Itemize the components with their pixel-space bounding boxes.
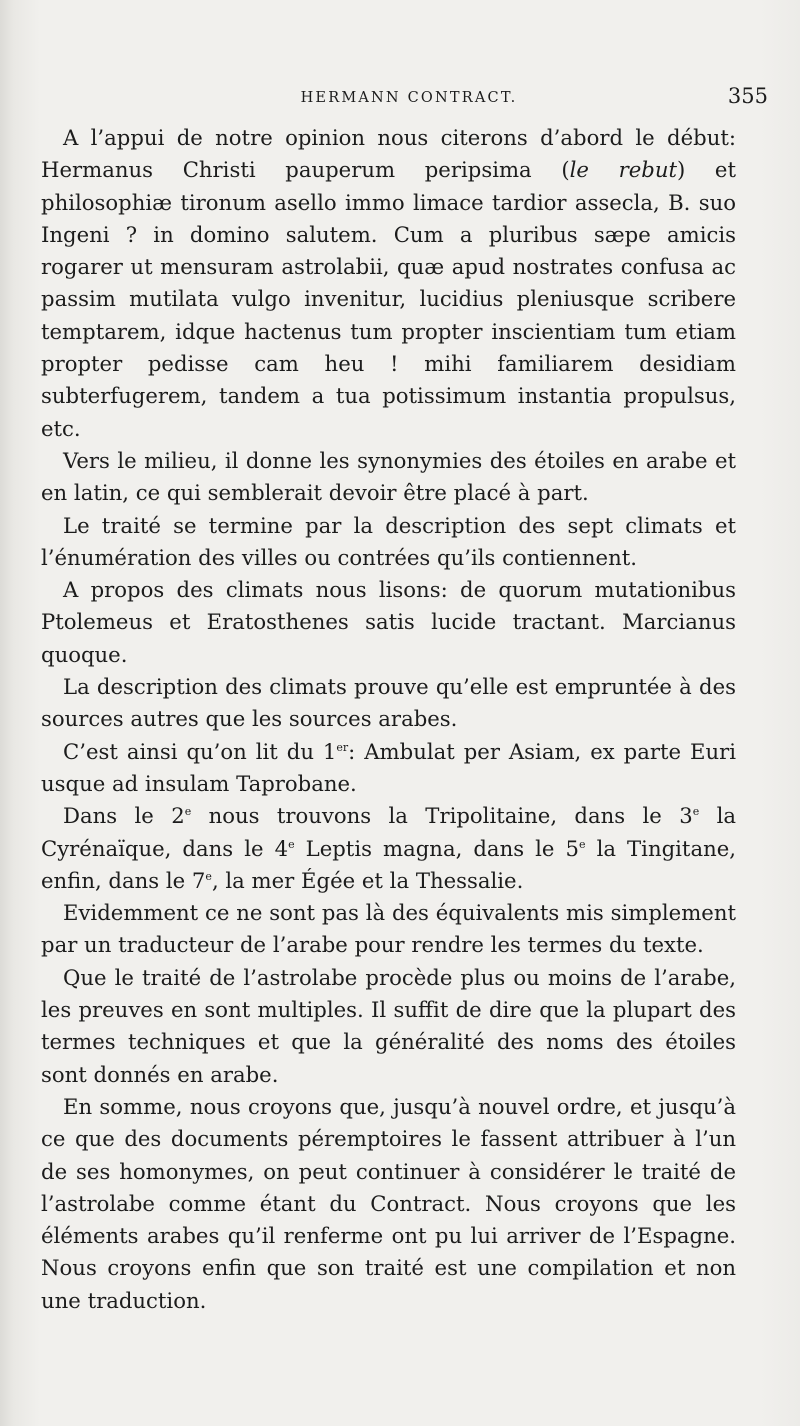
ordinal-superscript: er bbox=[336, 740, 349, 754]
ordinal-superscript: e bbox=[184, 805, 192, 819]
paragraph bbox=[41, 671, 736, 736]
text-run: nous trouvons la Tripolitaine, dans le 3 bbox=[191, 803, 693, 829]
running-title: HERMANN CONTRACT. bbox=[300, 90, 518, 106]
paragraph bbox=[41, 897, 736, 962]
paragraph bbox=[41, 962, 736, 1091]
text-run: Dans le 2 bbox=[63, 803, 185, 829]
text-run: : Ambulat per Asiam, ex parte Euri usque ad insulam Taprobane. bbox=[41, 738, 736, 796]
text-run: Evidemment ce ne sont pas là des équivalents mis simplement par un traducteur de l’arabe pour rendre les termes du texte. bbox=[41, 900, 736, 958]
body-text bbox=[41, 122, 736, 1317]
ordinal-superscript: e bbox=[288, 837, 295, 851]
paragraph bbox=[41, 1091, 736, 1317]
text-run: la Cyrénaïque, dans le 4 bbox=[41, 803, 736, 861]
ordinal-superscript: e bbox=[692, 805, 700, 819]
text-run: ) et philosophiæ tironum asello immo limace tardior assecla, B. suo Ingeni ? in domino salutem. Cum a pluribus sæpe amicis rogarer ut mensuram astrolabii, quæ apud nostrates confusa ac passim mutilata vulgo invenitur, lucidius pleniusque scribere temptarem, idque hactenus tum propter inscientiam tum etiam propter pedisse cam heu ! mihi familiarem desidiam subterfugerem, tandem a tua potissimum instantia propulsus, etc. bbox=[41, 157, 736, 441]
paragraph bbox=[41, 574, 736, 671]
page-number: 355 bbox=[727, 84, 768, 108]
paragraph bbox=[41, 800, 736, 897]
text-run: Que le traité de l’astrolabe procède plus ou moins de l’arabe, les preuves en sont multiples. Il suffit de dire que la plupart des termes techniques et que la généralité des noms des étoiles sont donnés en arabe. bbox=[41, 964, 736, 1087]
paragraph bbox=[41, 510, 736, 575]
paragraph bbox=[41, 736, 736, 801]
ordinal-superscript: e bbox=[579, 837, 586, 851]
paragraph bbox=[41, 445, 736, 510]
text-run: En somme, nous croyons que, jusqu’à nouvel ordre, et jusqu’à ce que des documents péremptoires le fassent attribuer à l’un de ses homonymes, on peut continuer à considérer le traité de l’astrolabe comme étant du Contract. Nous croyons que les éléments arabes qu’il renferme ont pu lui arriver de l’Espagne. Nous croyons enfin que son traité est une compilation et non une traduction. bbox=[41, 1093, 736, 1313]
italic-text: le rebut bbox=[569, 157, 677, 183]
text-run: , la mer Égée et la Thessalie. bbox=[211, 867, 524, 893]
text-run: A propos des climats nous lisons: de quorum mutationibus Ptolemeus et Eratosthenes satis lucide tractant. Marcianus quoque. bbox=[41, 577, 736, 667]
text-run: La description des climats prouve qu’elle est empruntée à des sources autres que les sources arabes. bbox=[41, 674, 736, 732]
text-run: la Tingitane, enfin, dans le 7 bbox=[41, 835, 736, 893]
text-run: Vers le milieu, il donne les synonymies des étoiles en arabe et en latin, ce qui semblerait devoir être placé à part. bbox=[41, 447, 736, 506]
page-header bbox=[40, 84, 768, 114]
text-run: Leptis magna, dans le 5 bbox=[294, 835, 579, 861]
ordinal-superscript: e bbox=[205, 869, 212, 883]
text-run: C’est ainsi qu’on lit du 1 bbox=[63, 738, 337, 764]
text-run: Le traité se termine par la description des sept climats et l’énumération des villes ou contrées qu’ils contiennent. bbox=[41, 512, 736, 570]
paragraph bbox=[41, 122, 736, 445]
text-run: A l’appui de notre opinion nous citerons d’abord le début: Hermanus Christi pauperum peripsima ( bbox=[41, 125, 736, 183]
